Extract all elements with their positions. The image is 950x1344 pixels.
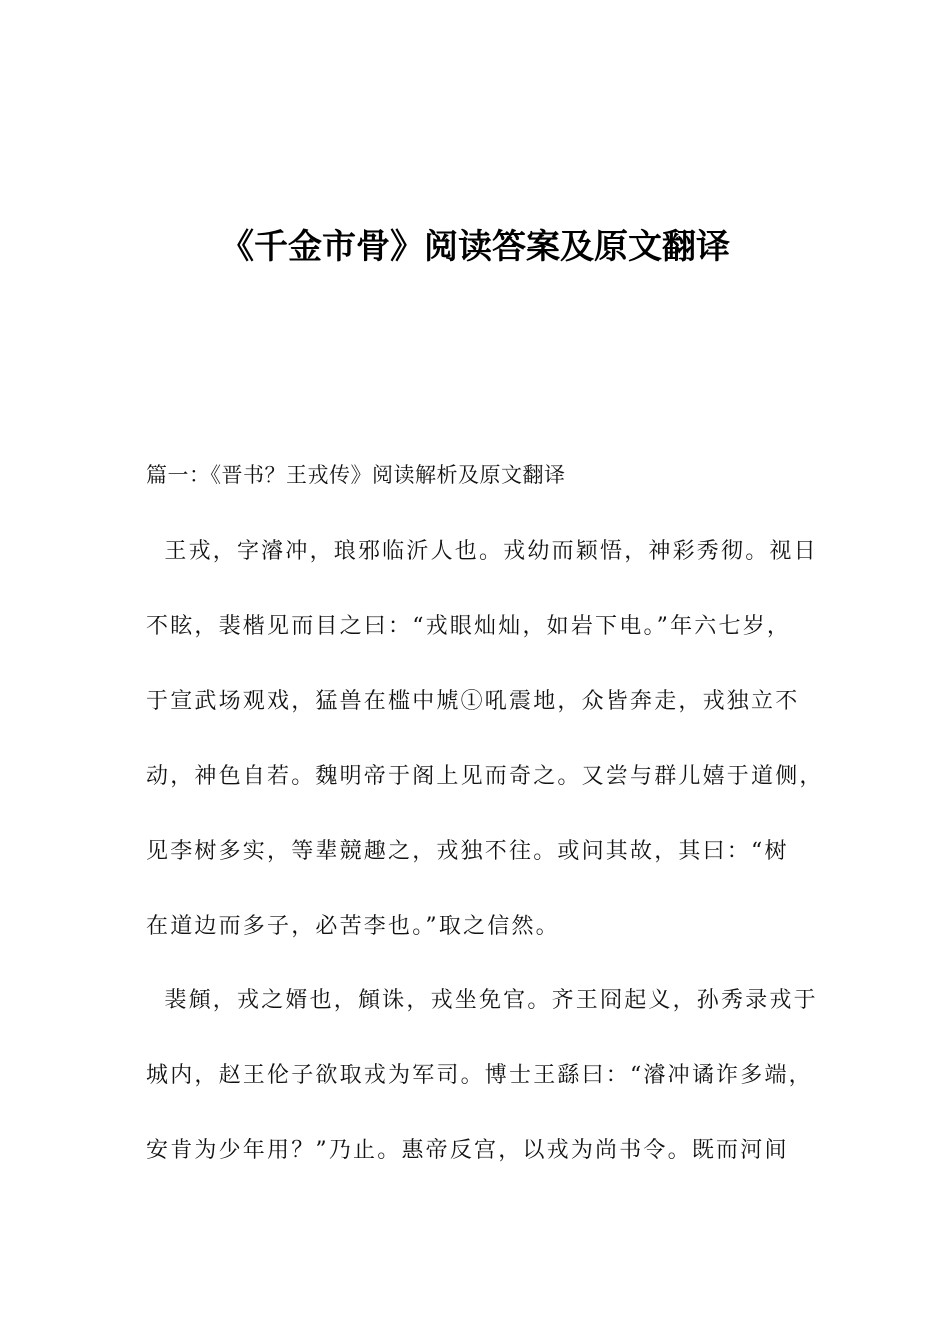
paragraph-line: 动，神色自若。魏明帝于阁上见而奇之。又尝与群儿嬉于道侧， bbox=[146, 764, 824, 789]
paragraph-1 bbox=[146, 514, 824, 964]
paragraph-line: 裴頠，戎之婿也，頠诛，戎坐免官。齐王冏起义，孙秀录戎于 bbox=[146, 988, 818, 1013]
paragraph-line: 见李树多实，等辈競趣之，戎独不往。或问其故，其曰：“树 bbox=[146, 839, 789, 864]
paragraph-line: 不眩，裴楷见而目之曰：“戎眼灿灿，如岩下电。”年六七岁， bbox=[146, 614, 792, 639]
paragraph-line: 在道边而多子，必苦李也。”取之信然。 bbox=[146, 914, 560, 939]
section-heading: 篇一：《晋书？王戎传》阅读解析及原文翻译 bbox=[146, 463, 566, 487]
paragraph-line: 于宣武场观戏，猛兽在槛中虓①吼震地，众皆奔走，戎独立不 bbox=[146, 689, 800, 714]
paragraph-2 bbox=[146, 963, 816, 1188]
paragraph-line: 城内，赵王伦子欲取戎为军司。博士王繇曰：“濬冲谲诈多端， bbox=[146, 1063, 813, 1088]
paragraph-line: 王戎，字濬冲，琅邪临沂人也。戎幼而颖悟，神彩秀彻。视日 bbox=[146, 539, 818, 564]
paragraph-line: 安肯为少年用？”乃止。惠帝反宫，以戎为尚书令。既而河间 bbox=[146, 1138, 789, 1163]
document-title: 《千金市骨》阅读答案及原文翻译 bbox=[220, 227, 730, 267]
